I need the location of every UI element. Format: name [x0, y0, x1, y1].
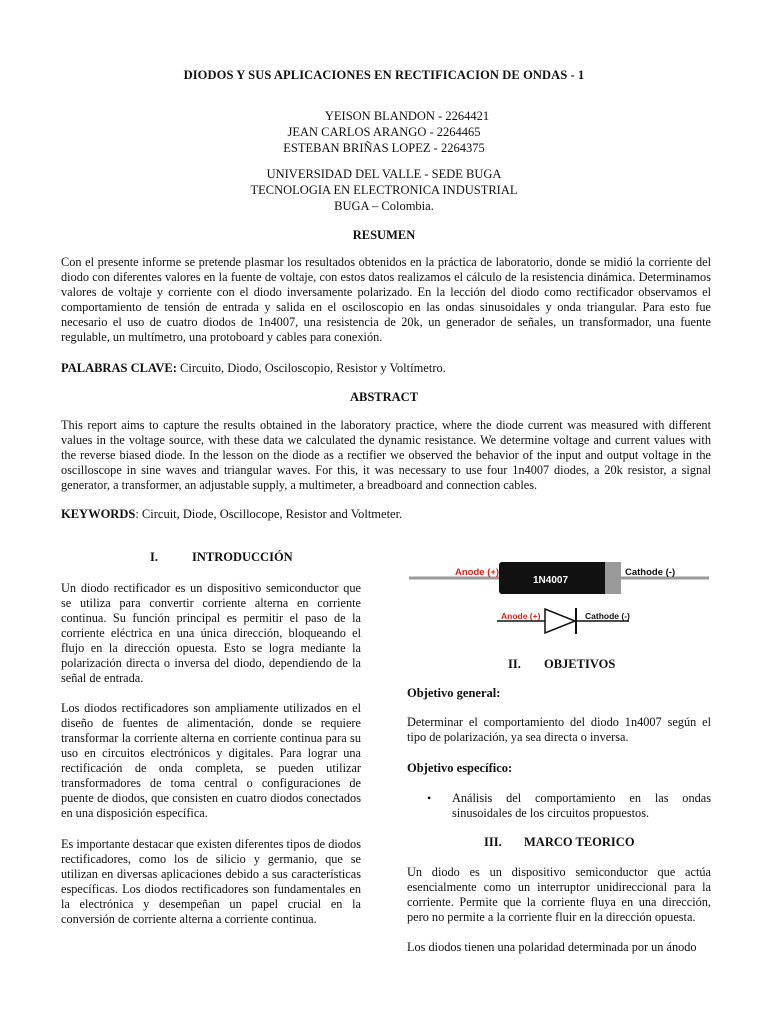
keywords: [61, 507, 402, 522]
objetivo-especifico-item: Análisis del comportamiento en las ondas sinusoidales de los circuitos propuestos.: [452, 791, 711, 820]
intro-paragraph: Los diodos rectificadores son ampliamente utilizados en el diseño de fuentes de alimentación, donde se requiere transformar la corriente alterna en corriente continua para su uso en circuitos electrónicos y digitales. Para lograr una rectificación de onda completa, se pueden utilizar transformadores de toma central o configuraciones de puente de diodos, que consisten en cuatro diodos conectados en una disposición específica.: [61, 701, 361, 820]
part-number-label: 1N4007: [533, 575, 569, 586]
section-title: MARCO TEORICO: [524, 835, 635, 849]
section-number: I.: [150, 550, 158, 564]
paper-title: DIODOS Y SUS APLICACIONES EN RECTIFICACION DE ONDAS - 1: [183, 68, 585, 82]
objetivo-especifico-heading: Objetivo específico:: [407, 761, 513, 775]
affiliation: [0, 166, 768, 214]
objetivo-general-text: Determinar el comportamiento del diodo 1n4007 según el tipo de polarización, ya sea directa o inversa.: [407, 715, 711, 744]
section-title: INTRODUCCIÓN: [192, 550, 293, 564]
resumen-heading: RESUMEN: [352, 228, 416, 242]
cathode-band: [605, 562, 621, 594]
section-number: III.: [484, 835, 502, 849]
affiliation-line: UNIVERSIDAD DEL VALLE - SEDE BUGA: [266, 167, 502, 181]
palabras-clave-label: PALABRAS CLAVE:: [61, 361, 177, 375]
diode-symbol-triangle: [545, 609, 575, 633]
keywords-text: : Circuit, Diode, Oscillocope, Resistor and Voltmeter.: [135, 507, 403, 521]
author-line: ESTEBAN BRIÑAS LOPEZ - 2264375: [283, 141, 485, 155]
section-heading-introduccion: [150, 550, 293, 565]
author-line: JEAN CARLOS ARANGO - 2264465: [287, 125, 481, 139]
resumen-text: Con el presente informe se pretende plasmar los resultados obtenidos en la práctica de laboratorio, donde se midió la corriente del diodo con diferentes valores en la fuente de voltaje, con estos datos realizamos el cálculo de la resistencia dinámica. Determinamos valores de voltaje y corriente con el diodo inversamente polarizado. En la lección del diodo como rectificador observamos el comportamiento de tensión de entrada y salida en el osciloscopio en las ondas sinusoidales y onda triangular. Para esto fue necesario el uso de cuatro diodos de 1n4007, una resistencia de 20k, un generador de señales, un transformador, una fuente regulable, un multímetro, una protoboard y cables para conexión.: [61, 255, 711, 344]
cathode-label: Cathode (-): [625, 567, 676, 578]
author-list: [0, 108, 768, 156]
cathode-label-symbol: Cathode (-): [585, 611, 630, 621]
objetivo-general-heading: Objetivo general:: [407, 686, 501, 700]
palabras-clave-text: Circuito, Diodo, Osciloscopio, Resistor y Voltímetro.: [176, 361, 446, 375]
bullet-icon: •: [427, 791, 432, 805]
anode-label: Anode (+): [455, 567, 500, 578]
affiliation-line: BUGA – Colombia.: [334, 199, 434, 213]
palabras-clave: [61, 361, 446, 376]
section-heading-objetivos: [508, 657, 615, 672]
abstract-heading: ABSTRACT: [349, 390, 419, 404]
affiliation-line: TECNOLOGIA EN ELECTRONICA INDUSTRIAL: [250, 183, 518, 197]
marco-teorico-paragraph: Los diodos tienen una polaridad determinada por un ánodo: [407, 940, 697, 954]
keywords-label: KEYWORDS: [61, 507, 136, 521]
marco-teorico-paragraph: Un diodo es un dispositivo semiconductor que actúa esencialmente como un interruptor unidireccional para la corriente. Permite que la corriente fluya en una dirección, pero no permite a la corriente fluir en la dirección opuesta.: [407, 865, 711, 924]
section-heading-marco-teorico: [484, 835, 635, 850]
section-number: II.: [508, 657, 521, 671]
anode-label-symbol: Anode (+): [501, 611, 541, 621]
abstract-text: This report aims to capture the results obtained in the laboratory practice, where the diode current was measured with different values in the voltage source, with these data we calculated the dynamic resistance. We determine voltage and current values with the reverse biased diode. In the lesson on the diode as a rectifier we observed the behavior of the input and output voltage in the oscilloscope in sine waves and triangular waves. For this, it was necessary to use four 1n4007 diodes, a 20k resistor, a signal generator, a transformer, an adjustable supply, a multimeter, a breadboard and connection cables.: [61, 418, 711, 492]
intro-paragraph: Es importante destacar que existen diferentes tipos de diodos rectificadores, como los de silicio y germanio, que se utilizan en diversas aplicaciones debido a sus características específicas. Los diodos rectificadores son fundamentales en la electrónica y desempeñan un papel crucial en la conversión de corriente alterna a corriente continua.: [61, 837, 361, 926]
diode-figure: [409, 556, 709, 634]
intro-paragraph: Un diodo rectificador es un dispositivo semiconductor que se utiliza para convertir corriente alterna en corriente continua. Su función principal es permitir el paso de la corriente eléctrica en una única dirección, bloqueando el flujo en la dirección opuesta. Esto se logra mediante la polarización directa o inversa del diodo, dependiendo de la señal de entrada.: [61, 581, 361, 685]
section-title: OBJETIVOS: [544, 657, 616, 671]
author-line: YEISON BLANDON - 2264421: [324, 109, 490, 123]
